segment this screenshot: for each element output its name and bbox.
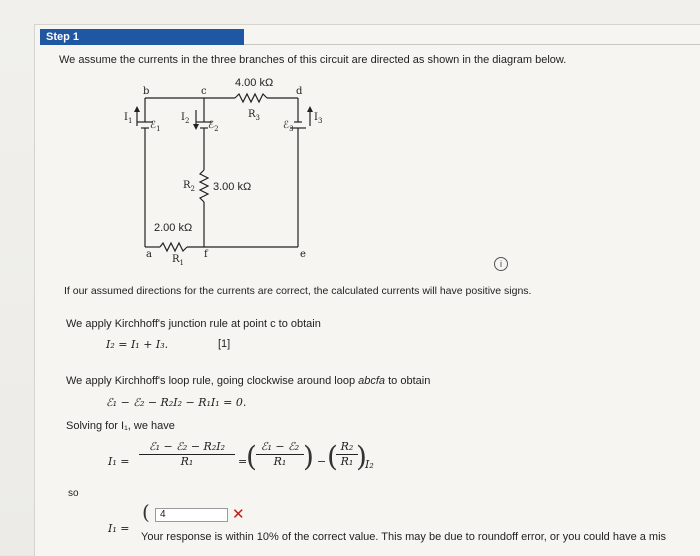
r1-symbol-label: $R_1$ xyxy=(172,254,184,267)
current-i3-label: $I_3$ xyxy=(314,112,323,125)
step-header: Step 1 xyxy=(40,29,244,45)
r1-value-label: 2.00 kΩ xyxy=(154,222,193,234)
answer-lhs: I₁ = xyxy=(108,522,130,535)
fraction-3-numerator: R₂ xyxy=(336,440,358,455)
paren-close-2: ) xyxy=(356,440,367,473)
node-e-label: e xyxy=(300,249,306,260)
answer-paren-open: ( xyxy=(142,500,150,524)
emf3-label: ℰ$_3$ xyxy=(283,120,294,133)
node-a-label: a xyxy=(146,249,152,260)
r2-value-label: 3.00 kΩ xyxy=(213,181,252,193)
fraction-2-numerator: ℰ₁ − ℰ₂ xyxy=(256,440,304,455)
fraction-2-denominator: R₁ xyxy=(273,455,287,468)
loop-equation: ℰ₁ − ℰ₂ − R₂I₂ − R₁I₁ = 0. xyxy=(106,396,247,409)
info-icon[interactable]: i xyxy=(494,257,508,271)
loop-rule-text: We apply Kirchhoff's loop rule, going clockwise around loop abcfa to obtain xyxy=(66,375,431,387)
paren-open-1: ( xyxy=(246,440,257,473)
x-mark-icon: ✕ xyxy=(232,506,245,523)
answer-input[interactable]: 4 xyxy=(155,508,228,522)
paren-open-2: ( xyxy=(327,440,338,473)
equals-sign: = xyxy=(238,455,248,468)
emf1-label: ℰ$_1$ xyxy=(150,120,161,133)
so-text: so xyxy=(68,488,79,499)
fraction-1-numerator: ℰ₁ − ℰ₂ − R₂I₂ xyxy=(139,440,235,455)
r2-symbol-label: $R_2$ xyxy=(183,180,195,193)
i2-factor: I₂ xyxy=(365,458,374,471)
equation-number: [1] xyxy=(218,338,231,350)
fraction-2 xyxy=(256,440,304,468)
header-divider xyxy=(244,44,700,45)
minus-sign: − xyxy=(317,455,327,468)
node-f-label: f xyxy=(204,249,208,260)
i1-lhs: I₁ = xyxy=(108,455,130,468)
emf2-label: ℰ$_2$ xyxy=(208,120,219,133)
feedback-text: Your response is within 10% of the correct value. This may be due to roundoff error, or you could have a mis xyxy=(141,531,667,543)
r3-symbol-label: $R_3$ xyxy=(248,109,260,122)
signs-note-text: If our assumed directions for the currents are correct, the calculated currents will have positive signs. xyxy=(64,285,532,297)
node-d-label: d xyxy=(296,86,303,97)
fraction-1 xyxy=(139,440,235,468)
junction-rule-text: We apply Kirchhoff's junction rule at point c to obtain xyxy=(66,318,321,330)
fraction-3-denominator: R₁ xyxy=(340,455,354,468)
solving-text: Solving for I₁, we have xyxy=(66,420,175,432)
junction-equation: I₂ = I₁ + I₃. xyxy=(106,338,169,351)
node-b-label: b xyxy=(143,86,150,97)
intro-text: We assume the currents in the three branches of this circuit are directed as shown in the diagram below. xyxy=(59,54,567,66)
fraction-3 xyxy=(336,440,358,468)
r3-value-label: 4.00 kΩ xyxy=(235,77,274,89)
current-i2-label: $I_2$ xyxy=(181,112,190,125)
fraction-1-denominator: R₁ xyxy=(180,455,194,468)
current-i1-label: $I_1$ xyxy=(124,112,133,125)
node-c-label: c xyxy=(201,86,207,97)
paren-close-1: ) xyxy=(303,440,314,473)
